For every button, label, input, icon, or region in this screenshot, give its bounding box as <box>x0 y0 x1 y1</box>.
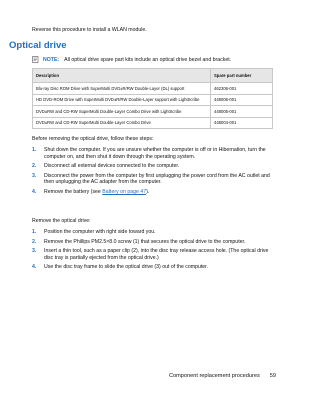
header-spare-part-number: Spare part number <box>211 69 273 83</box>
section-title: Optical drive <box>9 40 67 51</box>
list-item <box>32 229 274 236</box>
intro-text: Reverse this procedure to install a WLAN module. <box>32 27 147 33</box>
step-number: 4. <box>32 188 37 195</box>
before-remove-text: Before removing the optical drive, follow these steps: <box>32 136 154 142</box>
list-item <box>32 239 274 246</box>
step-number: 4. <box>32 264 37 271</box>
step-number: 2. <box>32 163 37 170</box>
list-item <box>32 173 274 186</box>
before-steps-list <box>32 147 274 199</box>
step-number: 3. <box>32 172 37 179</box>
table-row <box>33 106 273 118</box>
part-number: 462306-001 <box>211 83 273 95</box>
list-item <box>32 189 274 196</box>
table-row <box>33 83 273 95</box>
part-number: 448004-001 <box>211 117 273 129</box>
part-description: DVD±RW and CD-RW SuperMulti Double-Layer Combo Drive <box>33 117 211 129</box>
note-text: All optical drive spare part kits include an optical drive bezel and bracket. <box>64 56 232 63</box>
note-box <box>32 56 231 63</box>
step-text-before-link: Remove the battery (see <box>44 188 103 195</box>
step-text: Use the disc tray frame to slide the optical drive (3) out of the computer. <box>44 264 209 271</box>
step-text-after-link: ). <box>146 188 150 195</box>
remove-steps-list <box>32 229 274 274</box>
part-description: Blu-ray Disc ROM Drive with SuperMulti DVD±R/RW Double-Layer (DL) support <box>33 83 211 95</box>
step-text: Disconnect all external devices connected to the computer. <box>44 163 180 170</box>
header-description: Description <box>33 69 211 83</box>
table-header-row <box>33 69 273 83</box>
list-item <box>32 147 274 160</box>
step-number: 3. <box>32 248 37 255</box>
step-text: Insert a thin tool, such as a paper clip (2), into the disc tray release access hole. (The optical drive disc tray is partially ejected from the optical drive.) <box>44 248 269 261</box>
part-description: HD DVD-ROM Drive with SuperMulti DVD±R/RW Double-Layer support with LightScribe <box>33 94 211 106</box>
remove-text: Remove the optical drive: <box>32 218 91 224</box>
note-label: NOTE: <box>43 56 60 63</box>
page-footer <box>169 373 276 379</box>
step-text: Position the computer with right side toward you. <box>44 229 156 235</box>
page-number: 59 <box>269 373 276 379</box>
battery-page-link[interactable]: Battery on page 47 <box>102 188 147 195</box>
table-row <box>33 94 273 106</box>
step-text: Disconnect the power from the computer by first unplugging the power cord from the AC outlet and then unplugging the AC adapter from the computer. <box>44 172 270 186</box>
step-text: Remove the Phillips PM2.5×8.0 screw (1) that secures the optical drive to the computer. <box>44 238 246 245</box>
list-item <box>32 264 274 271</box>
table-row <box>33 117 273 129</box>
part-number: 448006-001 <box>211 94 273 106</box>
step-number: 1. <box>32 229 37 235</box>
step-number: 1. <box>32 147 37 153</box>
step-number: 2. <box>32 238 37 245</box>
step-text: Shut down the computer. If you are unsure whether the computer is off or in Hibernation, turn the computer on, and then shut it down through the operating system. <box>44 147 266 160</box>
footer-chapter: Component replacement procedures <box>168 373 260 379</box>
list-item <box>32 163 274 170</box>
part-description: DVD±RW and CD-RW SuperMulti Double-Layer Combo Drive with LightScribe <box>33 106 211 118</box>
part-number: 448005-001 <box>211 106 273 118</box>
note-icon <box>32 56 39 63</box>
parts-table <box>32 68 273 129</box>
list-item <box>32 248 274 261</box>
